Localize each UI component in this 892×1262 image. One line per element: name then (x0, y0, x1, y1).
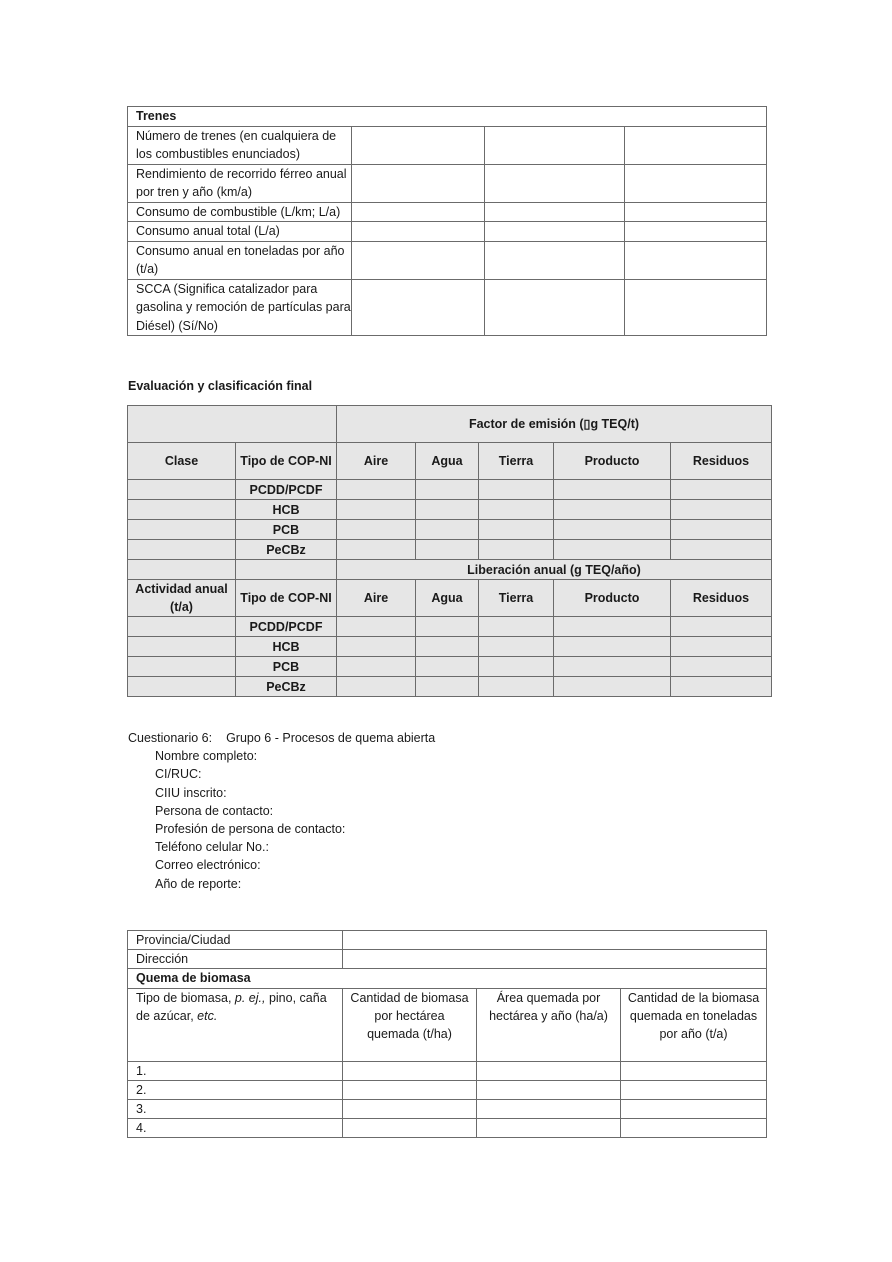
input-cell[interactable] (625, 241, 767, 279)
input-cell[interactable] (671, 500, 772, 520)
row-number: 4. (128, 1119, 343, 1138)
field-telefono: Teléfono celular No.: (155, 840, 269, 855)
pollutant-label: PCDD/PCDF (236, 480, 337, 500)
input-cell[interactable] (352, 241, 485, 279)
input-cell[interactable] (479, 500, 554, 520)
empty-cell (128, 560, 236, 580)
input-cell[interactable] (554, 637, 671, 657)
input-cell[interactable] (477, 1061, 621, 1080)
trenes-title: Trenes (128, 107, 767, 127)
input-cell[interactable] (621, 1061, 767, 1080)
questionnaire-block (128, 729, 435, 893)
input-cell[interactable] (343, 1080, 477, 1099)
input-cell[interactable] (621, 1100, 767, 1119)
empty-header-cell (128, 406, 337, 443)
pollutant-label: PeCBz (236, 540, 337, 560)
pollutant-label: PCB (236, 520, 337, 540)
header-text: Tipo de biomasa, (136, 990, 235, 1005)
empty-cell (236, 560, 337, 580)
row-number: 1. (128, 1061, 343, 1080)
col-header-producto: Producto (554, 443, 671, 480)
input-cell[interactable] (477, 1119, 621, 1138)
input-cell[interactable] (477, 1100, 621, 1119)
header-text: pino, caña de azúcar, (136, 990, 327, 1023)
field-correo: Correo electrónico: (155, 858, 261, 873)
input-cell[interactable] (671, 540, 772, 560)
pollutant-label: PCDD/PCDF (236, 617, 337, 637)
col-header-residuos: Residuos (671, 580, 772, 617)
input-cell[interactable] (671, 657, 772, 677)
input-cell[interactable] (337, 540, 416, 560)
input-cell[interactable] (352, 164, 485, 202)
col-header-aire: Aire (337, 580, 416, 617)
input-cell[interactable] (554, 540, 671, 560)
input-cell[interactable] (337, 677, 416, 697)
col-header-tipo: Tipo de COP-NI (236, 580, 337, 617)
col-header-activity: Actividad anual (t/a) (128, 580, 236, 617)
col-header-tierra: Tierra (479, 580, 554, 617)
input-cell[interactable] (485, 126, 625, 164)
input-cell[interactable] (554, 500, 671, 520)
input-cell[interactable] (625, 126, 767, 164)
input-cell[interactable] (671, 480, 772, 500)
quema-biomasa-table (127, 930, 767, 1138)
input-cell[interactable] (128, 500, 236, 520)
col-header-agua: Agua (416, 443, 479, 480)
row-label: Consumo anual total (L/a) (128, 222, 352, 242)
field-ciiu: CIIU inscrito: (155, 785, 227, 800)
row-label: Número de trenes (en cualquiera de los combustibles enunciados) (128, 126, 352, 164)
pollutant-label: HCB (236, 637, 337, 657)
input-cell[interactable] (128, 637, 236, 657)
input-cell[interactable] (485, 279, 625, 336)
header-text-italic: p. ej., (234, 990, 266, 1005)
pollutant-label: PeCBz (236, 677, 337, 697)
input-cell[interactable] (128, 677, 236, 697)
trenes-table (127, 106, 767, 336)
input-cell[interactable] (621, 1119, 767, 1138)
col-header-producto: Producto (554, 580, 671, 617)
input-cell[interactable] (479, 657, 554, 677)
col-header-tierra: Tierra (479, 443, 554, 480)
input-cell[interactable] (128, 540, 236, 560)
row-label: Consumo anual en toneladas por año (t/a) (128, 241, 352, 279)
field-persona-contacto: Persona de contacto: (155, 803, 274, 818)
input-cell[interactable] (625, 202, 767, 222)
input-cell[interactable] (343, 1119, 477, 1138)
annual-release-header: Liberación anual (g TEQ/año) (337, 560, 772, 580)
input-cell[interactable] (671, 637, 772, 657)
input-cell[interactable] (337, 520, 416, 540)
row-number: 3. (128, 1100, 343, 1119)
input-cell[interactable] (352, 222, 485, 242)
pollutant-label: HCB (236, 500, 337, 520)
input-cell[interactable] (554, 677, 671, 697)
input-cell[interactable] (343, 1100, 477, 1119)
field-ano-reporte: Año de reporte: (155, 876, 242, 891)
input-cell[interactable] (337, 480, 416, 500)
col-header-biomass-per-ha: Cantidad de biomasa por hectárea quemada (t/ha) (343, 988, 477, 1061)
col-header-clase: Clase (128, 443, 236, 480)
input-cell[interactable] (416, 500, 479, 520)
col-header-tipo: Tipo de COP-NI (236, 443, 337, 480)
address-label: Dirección (128, 950, 343, 969)
input-cell[interactable] (485, 222, 625, 242)
evaluation-table (127, 405, 772, 697)
field-ci-ruc: CI/RUC: (155, 767, 202, 782)
input-cell[interactable] (625, 222, 767, 242)
col-header-aire: Aire (337, 443, 416, 480)
province-label: Provincia/Ciudad (128, 931, 343, 950)
input-cell[interactable] (479, 677, 554, 697)
input-cell[interactable] (485, 241, 625, 279)
input-cell[interactable] (128, 617, 236, 637)
questionnaire-number: Cuestionario 6: (128, 731, 213, 745)
input-cell[interactable] (554, 617, 671, 637)
input-cell[interactable] (671, 520, 772, 540)
input-cell[interactable] (485, 202, 625, 222)
input-cell[interactable] (337, 500, 416, 520)
input-cell[interactable] (128, 657, 236, 677)
header-text-italic: etc. (197, 1008, 218, 1023)
input-cell[interactable] (625, 164, 767, 202)
input-cell[interactable] (554, 520, 671, 540)
input-cell[interactable] (479, 637, 554, 657)
col-header-biomass-tonnes: Cantidad de la biomasa quemada en toneladas por año (t/a) (621, 988, 767, 1061)
input-cell[interactable] (416, 677, 479, 697)
questionnaire-group: Grupo 6 - Procesos de quema abierta (226, 731, 436, 745)
input-cell[interactable] (416, 520, 479, 540)
field-profesion-contacto: Profesión de persona de contacto: (155, 822, 346, 837)
input-cell[interactable] (128, 480, 236, 500)
input-cell[interactable] (416, 617, 479, 637)
input-cell[interactable] (337, 617, 416, 637)
input-cell[interactable] (337, 657, 416, 677)
evaluation-heading: Evaluación y clasificación final (128, 379, 313, 393)
input-cell[interactable] (554, 657, 671, 677)
input-cell[interactable] (554, 480, 671, 500)
input-cell[interactable] (671, 677, 772, 697)
province-input[interactable] (343, 931, 767, 950)
questionnaire-title (128, 729, 435, 747)
row-label: SCCA (Significa catalizador para gasolina y remoción de partículas para Diésel) (Sí/No) (128, 279, 352, 336)
row-label: Consumo de combustible (L/km; L/a) (128, 202, 352, 222)
input-cell[interactable] (416, 657, 479, 677)
input-cell[interactable] (621, 1080, 767, 1099)
input-cell[interactable] (337, 637, 416, 657)
col-header-area-burned: Área quemada por hectárea y año (ha/a) (477, 988, 621, 1061)
address-input[interactable] (343, 950, 767, 969)
input-cell[interactable] (343, 1061, 477, 1080)
input-cell[interactable] (479, 617, 554, 637)
row-number: 2. (128, 1080, 343, 1099)
field-nombre-completo: Nombre completo: (155, 749, 258, 764)
input-cell[interactable] (479, 540, 554, 560)
input-cell[interactable] (625, 279, 767, 336)
input-cell[interactable] (479, 480, 554, 500)
input-cell[interactable] (416, 637, 479, 657)
input-cell[interactable] (477, 1080, 621, 1099)
input-cell[interactable] (416, 480, 479, 500)
pollutant-label: PCB (236, 657, 337, 677)
input-cell[interactable] (128, 520, 236, 540)
input-cell[interactable] (352, 202, 485, 222)
input-cell[interactable] (479, 520, 554, 540)
col-header-agua: Agua (416, 580, 479, 617)
col-header-residuos: Residuos (671, 443, 772, 480)
input-cell[interactable] (352, 126, 485, 164)
input-cell[interactable] (416, 540, 479, 560)
section-title: Quema de biomasa (128, 969, 767, 988)
row-label: Rendimiento de recorrido férreo anual por tren y año (km/a) (128, 164, 352, 202)
emission-factor-header: Factor de emisión (▯g TEQ/t) (337, 406, 772, 443)
biomass-type-header (128, 988, 343, 1061)
input-cell[interactable] (671, 617, 772, 637)
input-cell[interactable] (485, 164, 625, 202)
input-cell[interactable] (352, 279, 485, 336)
